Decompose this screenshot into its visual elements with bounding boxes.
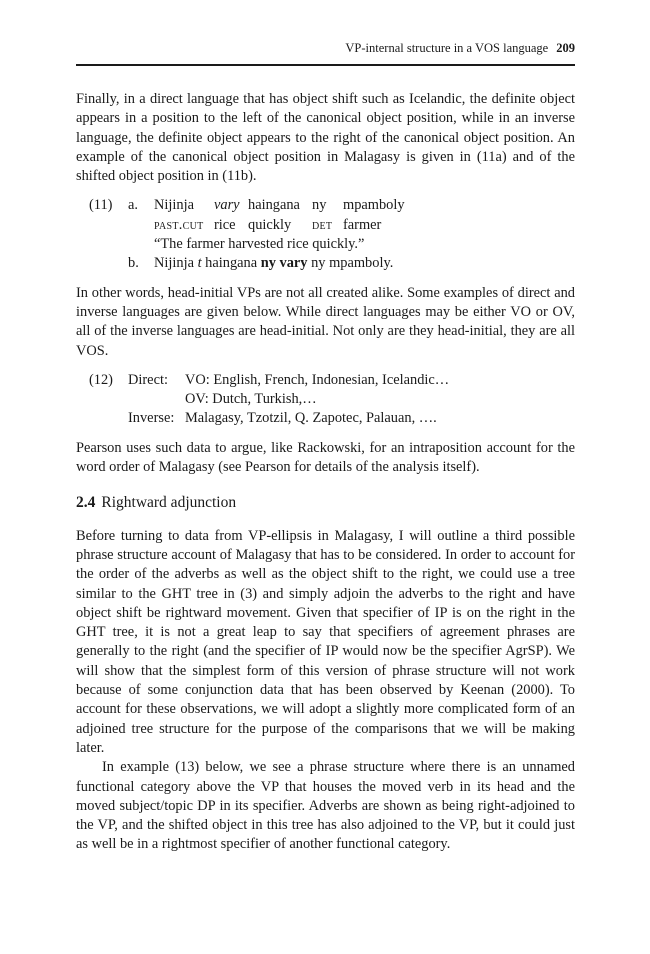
word: vary (214, 197, 240, 214)
direct-label: Direct: (128, 371, 168, 388)
word: Nijinja (154, 197, 194, 214)
b-text: haingana (201, 255, 261, 272)
running-head (345, 41, 575, 56)
word: haingana (248, 197, 300, 214)
example-11 (76, 196, 575, 273)
gloss: farmer (343, 216, 382, 233)
word: mpamboly (343, 197, 405, 214)
example-12-direct-vo (76, 371, 575, 390)
running-title: VP-internal structure in a VOS language (345, 41, 549, 55)
example-12 (76, 371, 575, 429)
example-number: (11) (89, 197, 113, 214)
gloss: quickly (248, 216, 292, 233)
example-11a-words (76, 196, 575, 215)
item-label: b. (128, 255, 139, 272)
translation: “The farmer harvested rice quickly.” (154, 236, 365, 253)
section-heading (76, 493, 575, 512)
inverse-list: Malagasy, Tzotzil, Q. Zapotec, Palauan, …. (185, 410, 437, 427)
inverse-label: Inverse: (128, 410, 175, 427)
example-11b (76, 254, 575, 273)
gloss: past.cut (154, 216, 204, 233)
example-12-direct-ov (76, 390, 575, 409)
gloss: det (312, 216, 333, 233)
item-label: a. (128, 197, 138, 214)
direct-vo: VO: English, French, Indonesian, Icelandic… (185, 371, 450, 388)
section-title: Rightward adjunction (101, 494, 237, 512)
direct-ov: OV: Dutch, Turkish,… (185, 391, 317, 408)
trace: t (197, 255, 202, 272)
header-rule (76, 64, 575, 66)
b-text: Nijinja (154, 255, 198, 272)
example-number: (12) (89, 371, 113, 388)
paragraph-1: Finally, in a direct language that has object shift such as Icelandic, the definite object appears in a position to the left of the canonical object position, while in an inverse language, the definite object appears to the right of the canonical object position. An example of the canonical object position in Malagasy is given in (11a) and of the shifted object position in (11b). (76, 91, 575, 185)
b-text: ny mpamboly. (307, 255, 394, 272)
example-12-inverse (76, 409, 575, 428)
shifted-object: ny vary (260, 255, 308, 272)
gloss: rice (214, 216, 236, 233)
paragraph-4: Before turning to data from VP-ellipsis in Malagasy, I will outline a third possible phrase structure account of Malagasy that has to be considered. In order to account for the order of the adverbs as well as the object shift to the right, we could use a tree similar to the GHT tree in (3) and simply adjoin the adverbs to the right and have object shift be rightward movement. Given that specifier of IP is on the right in the GHT tree, it is not a great leap to say that specifiers of agreement phrases are generally to the right (and the specifier of IP would now be the specifier AgrSP). We will show that the simplest form of this version of phrase structure will not work because of some conjunction data that has been observed by Keenan (2000). To account for these observations, we will adopt a slightly more complicated form of an adjoined tree structure for the purpose of the comparisons that we will be making later. (76, 527, 575, 756)
paragraph-5: In example (13) below, we see a phrase structure where there is an unnamed functional category above the VP that houses the moved verb in its head and the moved subject/topic DP in its specifier. Adverbs are shown as being right-adjoined to the VP, and the shifted object in this tree has also adjoined to the VP, but it could just as well be in a rightmost specifier of another functional category. (76, 759, 575, 853)
example-11a-translation (76, 235, 575, 254)
word: ny (312, 197, 327, 214)
paragraph-2: In other words, head-initial VPs are not all created alike. Some examples of direct and inverse languages are given below. While direct languages may be either VO or OV, all of the inverse languages are head-initial. Not only are they head-initial, they are all VOS. (76, 284, 575, 359)
example-11a-gloss (76, 216, 575, 235)
page-number: 209 (556, 41, 575, 55)
paragraph-3: Pearson uses such data to argue, like Rackowski, for an intraposition account for the word order of Malagasy (see Pearson for details of the analysis itself). (76, 439, 575, 476)
body-text (76, 90, 575, 855)
section-number: 2.4 (76, 494, 96, 512)
